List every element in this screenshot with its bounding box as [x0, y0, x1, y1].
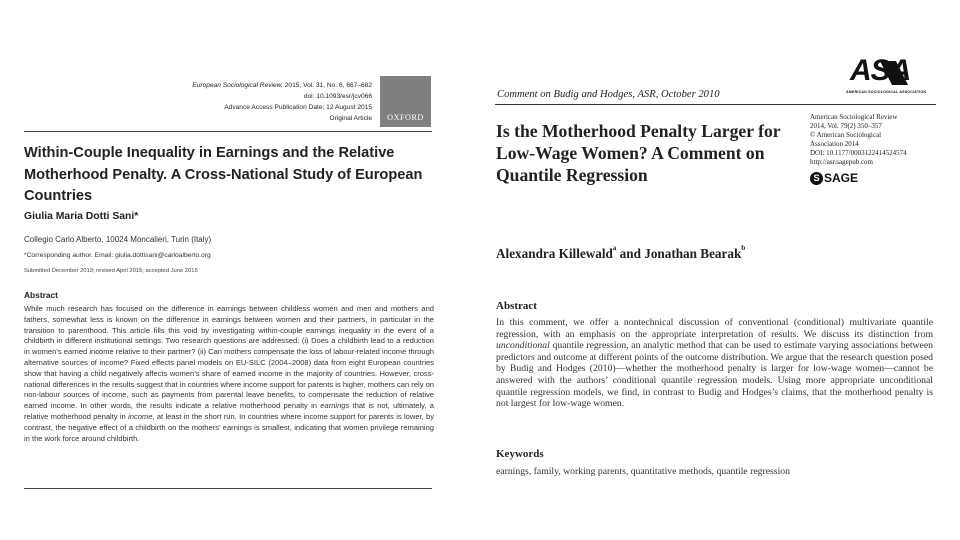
meta-line: © American Sociological — [810, 131, 882, 139]
sage-logo — [810, 171, 858, 185]
left-paper-title: Within-Couple Inequality in Earnings and the Relative Motherhood Penalty. A Cross-National Study of European Countries — [24, 145, 423, 204]
corresponding-author: *Corresponding author. Email: giulia.dottisani@carloalberto.org — [24, 252, 211, 259]
meta-line: Association 2014 — [810, 140, 859, 148]
left-paper-header — [190, 80, 372, 124]
meta-line: DOI: 10.1177/0003122414524574 — [810, 149, 907, 157]
header-divider — [24, 131, 432, 132]
asa-logo: ASA — [850, 54, 911, 87]
keywords-list: earnings, family, working parents, quantitative methods, quantile regression — [496, 466, 790, 477]
meta-line: http://asr.sagepub.com — [810, 158, 873, 166]
left-abstract-heading: Abstract — [24, 290, 58, 300]
left-paper-affiliation: Collegio Carlo Alberto, 10024 Moncalieri, Turin (Italy) — [24, 235, 212, 244]
journal-divider — [495, 104, 936, 105]
right-abstract-text: In this comment, we offer a nontechnical discussion of conventional (conditional) multivariate quantile regression, with an emphasis on the appropriate interpretation of results. We discuss its distinction from unconditional quantile regression, an analytic method that can be used to estimate varying associations between predictors and outcome at different points of the outcome distribution. We argue that the research question posed by Budig and Hodges (2010)—whether the motherhood penalty is larger for low-wage women—cannot be answered with the authors’ conditional quantile regression models. Using more appropriate unconditional quantile regression models, we find, in contrast to Budig and Hodges’s claims, that the motherhood penalty is not largest for low-wage women. — [496, 317, 933, 410]
meta-line: 2014, Vol. 79(2) 350–357 — [810, 122, 882, 130]
submission-dates: Submitted December 2013; revised April 2015; accepted June 2015 — [24, 268, 198, 274]
right-paper-meta — [810, 113, 950, 167]
publication-date: Advance Access Publication Date: 12 August 2015 — [224, 104, 372, 111]
right-abstract-heading: Abstract — [496, 300, 537, 312]
right-paper-journal-line: Comment on Budig and Hodges, ASR, October 2010 — [497, 89, 720, 100]
oxford-logo-text: OXFORD — [387, 113, 424, 122]
oxford-logo — [380, 76, 431, 127]
keywords-heading: Keywords — [496, 448, 544, 460]
doi: doi: 10.1093/esr/jcv066 — [303, 93, 372, 100]
journal-citation: European Sociological Review, 2015, Vol. 31, No. 6, 667–682 — [192, 82, 372, 89]
sage-logo-text: SAGE — [824, 171, 859, 185]
asa-logo-subtitle: AMERICAN SOCIOLOGICAL ASSOCIATION — [846, 90, 927, 94]
article-type: Original Article — [329, 115, 372, 122]
left-paper-author: Giulia Maria Dotti Sani* — [24, 211, 139, 222]
right-paper-title: Is the Motherhood Penalty Larger for Low-Wage Women? A Comment on Quantile Regression — [496, 121, 781, 185]
right-paper-authors: Alexandra Killewald$^a$ and Jonathan Bearak$^b$ — [496, 244, 746, 261]
left-abstract-text: While much research has focused on the difference in earnings between childless women and men and mothers and fathers, somewhat less is known on the difference in earnings between women and their partners, in particular in the transition to parenthood. This article fills this void by investigating within-couple earnings inequality in the event of a childbirth in different institutional settings. Two research questions are addressed: (i) Does a childbirth lead to a reduction in women’s earned income relative to their partner? (ii) Can mothers compensate the loss of labour-related income through alternative sources of income? Fixed effects panel models on EU-SILC (2004–2008) data from eight European countries show that having a child negatively affects women’s share of earned income in the majority of countries. However, cross-national differences in the results suggest that in countries where income support for parents is higher, mothers can rely on non-labour sources of income, such as payments from parental leave benefits, to compensate the reduction of relative earned income. In other words, the results indicate a relative motherhood penalty in earnings that is not, ultimately, a relative motherhood penalty in income, at least in the short run. In countries where income support for parents is lower, by contrast, the negative effect of a childbirth on the mothers’ earnings is smallest, indicating that women privilege remaining in the work force around childbirth. — [24, 304, 434, 443]
sage-s-icon: S — [810, 172, 823, 185]
meta-line: American Sociological Review — [810, 113, 898, 121]
abstract-divider — [24, 488, 432, 489]
